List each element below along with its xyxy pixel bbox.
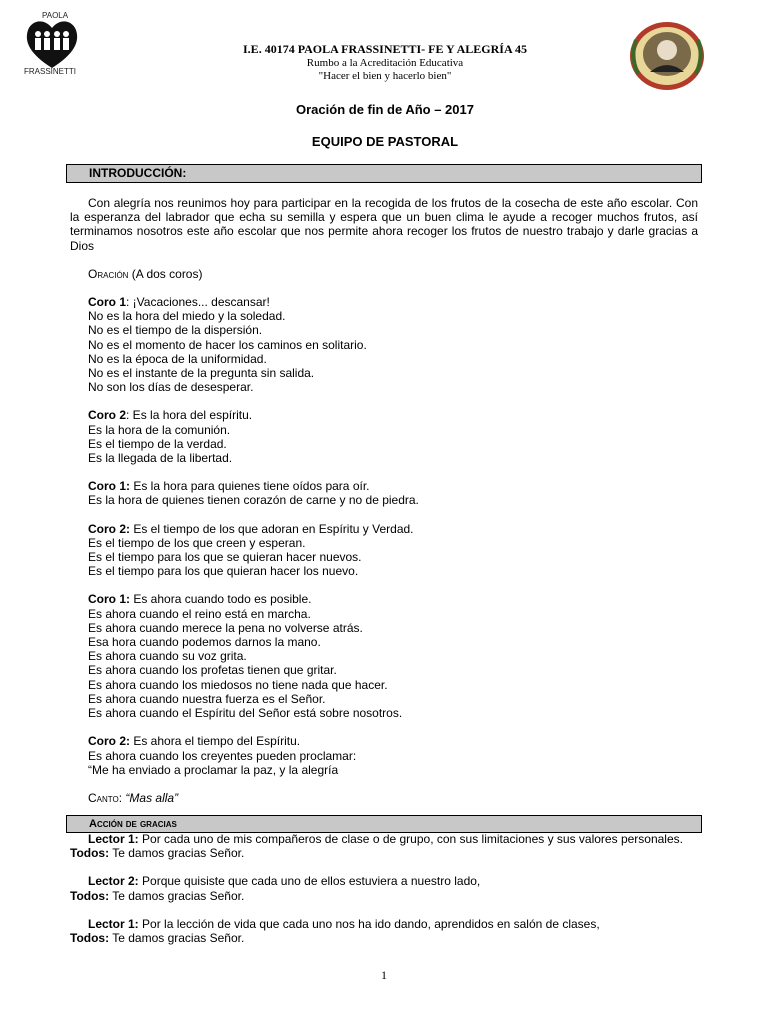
coro-label: Coro 1 [88,295,127,310]
coro-block [70,592,698,720]
oracion-line [70,267,698,281]
coro-label: Coro 1: [88,592,130,607]
todos-label: Todos: [70,931,110,946]
coro-first-line: : Es la hora del espíritu. [126,408,253,423]
lector-text: Por cada uno de mis compañeros de clase o de grupo, con sus limitaciones y sus valores personales. [138,832,683,846]
coro-first-line: Es ahora cuando todo es posible. [130,592,312,607]
coro-line: Es ahora cuando nuestra fuerza es el Señor. [88,691,326,706]
lector-text: Por la lección de vida que cada uno nos ha ido dando, aprendidos en salón de clases, [138,916,600,931]
todos-text: Te damos gracias Señor. [109,888,245,903]
school-name: I.E. 40174 PAOLA FRASSINETTI- FE Y ALEGRÍA 45 [243,42,527,56]
coro-line: Es el tiempo para los que quieran hacer los nuevo. [88,564,359,579]
coro-first-line: Es ahora el tiempo del Espíritu. [130,734,301,749]
coro-block [70,522,698,579]
coro-line: No es la época de la uniformidad. [88,351,267,366]
coro-line: “Me ha enviado a proclamar la paz, y la alegría [88,762,339,777]
lector-label: Lector 2: [88,874,139,889]
todos-label: Todos: [70,846,110,861]
lector-text: Porque quisiste que cada uno de ellos estuviera a nuestro lado, [138,874,481,889]
todos-label: Todos: [70,888,110,903]
canto-line: Canto: “Mas alla” [88,790,179,805]
coro-first-line: : ¡Vacaciones... descansar! [126,295,270,310]
lector-block [70,832,698,860]
intro-paragraph: Con alegría nos reunimos hoy para participar en la recogida de los frutos de la cosecha de este año escolar. Con la esperanza del labrador que echa su semilla y espera que un buen clima le ayude a recoger muchos frutos, así terminamos nosotros este año escolar que nos permite ahora recoger los frutos de nuestro trabajo y darle gracias a Dios [70,196,698,253]
school-logo-left [20,10,84,74]
coro-line: No es el momento de hacer los caminos en solitario. [88,337,367,352]
coro-line: Es el tiempo de la verdad. [88,436,227,451]
coro-line: Esa hora cuando podemos darnos la mano. [88,635,321,650]
motto: "Hacer el bien y hacerlo bien" [318,70,452,82]
coro-line: Es ahora cuando los creyentes pueden proclamar: [88,748,357,763]
coro-line: Es ahora cuando su voz grita. [88,649,247,664]
founder-seal [628,20,706,92]
oracion-note: (A dos coros) [128,266,203,281]
coro-block [70,479,698,507]
section-heading-thanks: Acción de gracias [66,815,702,833]
coro-label: Coro 2 [88,408,127,423]
todos-text: Te damos gracias Señor. [109,846,245,861]
coro-line: No es el instante de la pregunta sin salida. [88,366,315,381]
document-title: Oración de fin de Año – 2017 [296,102,474,117]
logo-left-bottom-text: FRASSINETTI [24,67,77,74]
coro-line: Es la llegada de la libertad. [88,451,233,466]
coro-line: Es el tiempo para los que se quieran hacer nuevos. [88,550,362,565]
lector-block [70,917,698,945]
coro-line: Es el tiempo de los que creen y esperan. [88,535,306,550]
todos-text: Te damos gracias Señor. [109,931,245,946]
coro-line: Es ahora cuando los miedosos no tiene nada que hacer. [88,677,388,692]
coros-list [70,281,698,777]
coro-line: Es ahora cuando merece la pena no volverse atrás. [88,620,363,635]
main-content [70,196,698,805]
coro-line: Es la hora de la comunión. [88,422,231,437]
page-number: 1 [381,968,387,982]
coro-label: Coro 2: [88,521,130,536]
coro-label: Coro 2: [88,734,130,749]
coro-line: Es la hora de quienes tienen corazón de carne y no de piedra. [88,493,419,508]
logo-left-top-text: PAOLA [42,11,69,20]
coro-line: Es ahora cuando el Espíritu del Señor está sobre nosotros. [88,706,403,721]
lector-block [70,874,698,902]
accreditation-line: Rumbo a la Acreditación Educativa [306,57,464,69]
document-subtitle: EQUIPO DE PASTORAL [311,134,459,149]
canto-title: “Mas alla” [125,790,179,805]
coro-block [70,408,698,465]
section-heading-introduction: INTRODUCCIÓN: [66,164,702,183]
coro-label: Coro 1: [88,479,130,494]
coro-line: No es la hora del miedo y la soledad. [88,309,286,324]
oracion-label: Oración [88,266,129,281]
canto-label: Canto [88,790,119,805]
lector-label: Lector 1: [88,916,139,931]
lector-label: Lector 1: [88,832,139,846]
coro-line: Es ahora cuando los profetas tienen que gritar. [88,663,337,678]
document-header [180,42,590,83]
coro-first-line: Es la hora para quienes tiene oídos para oír. [130,479,370,494]
coro-block [70,295,698,394]
coro-block [70,734,698,777]
coro-line: No son los días de desesperar. [88,380,254,395]
coro-first-line: Es el tiempo de los que adoran en Espíritu y Verdad. [130,521,414,536]
thanks-content [70,832,698,945]
coro-line: Es ahora cuando el reino está en marcha. [88,606,311,621]
coro-line: No es el tiempo de la dispersión. [88,323,263,338]
